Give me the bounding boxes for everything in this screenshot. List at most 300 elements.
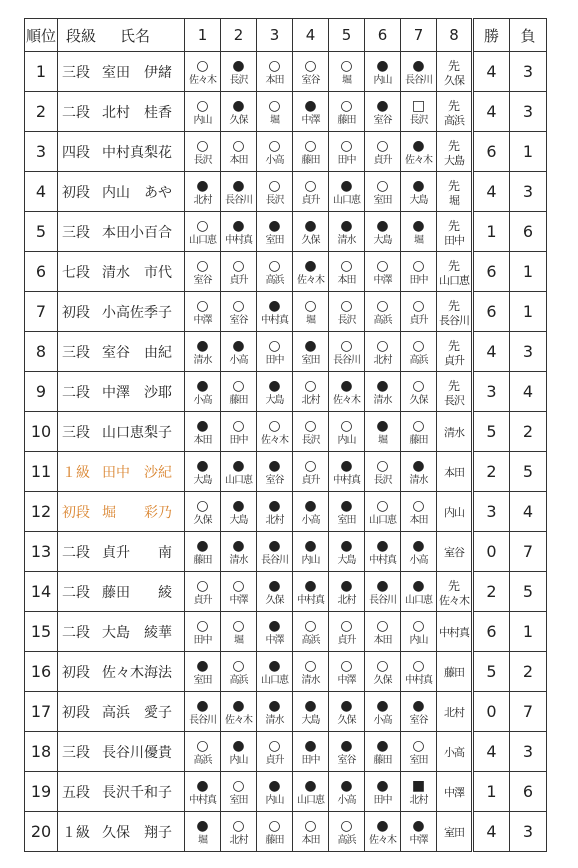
game-cell-round-5 (329, 492, 365, 532)
standings-table (24, 18, 547, 852)
result-mark: ○ (268, 57, 281, 74)
player-dan: 初段 (62, 184, 90, 201)
opponent-name: 藤田 (265, 834, 284, 846)
game-cell-round-2 (221, 732, 257, 772)
game-cell-round-1 (185, 212, 221, 252)
opponent-name: 長谷川 (405, 74, 432, 86)
result-mark: ○ (304, 657, 317, 674)
player-dan: 七段 (62, 264, 90, 281)
game-cell-round-3 (257, 172, 293, 212)
game-cell-round-4 (293, 132, 329, 172)
player-dan: １級 (62, 824, 90, 841)
game-cell-round-6 (365, 532, 401, 572)
result-mark: 先 (447, 178, 460, 193)
opponent-name: 内山 (265, 794, 284, 806)
player-dan: 三段 (62, 344, 90, 361)
game-cell-round-5 (329, 292, 365, 332)
player-name: 中村真梨花 (102, 144, 172, 161)
game-cell-round-8 (437, 772, 473, 812)
opponent-name: 室谷 (373, 114, 392, 126)
player-cell (58, 372, 185, 412)
opponent-name: 山口恵 (333, 194, 360, 206)
player-cell (58, 572, 185, 612)
game-cell-round-8 (437, 572, 473, 612)
result-mark: ● (196, 777, 209, 794)
game-cell-round-6 (365, 812, 401, 852)
result-mark: ○ (340, 97, 353, 114)
opponent-name: 長谷川 (189, 714, 216, 726)
game-cell-round-3 (257, 412, 293, 452)
opponent-name: 清水 (229, 554, 248, 566)
player-name: 高浜 愛子 (102, 704, 172, 721)
game-cell-round-4 (293, 732, 329, 772)
header-round-6: 6 (365, 19, 401, 52)
rank-cell: 17 (25, 692, 58, 732)
rank-cell: 13 (25, 532, 58, 572)
player-cell (58, 132, 185, 172)
opponent-name: 久保 (373, 674, 392, 686)
result-mark: ● (376, 97, 389, 114)
game-cell-round-6 (365, 332, 401, 372)
table-row (25, 772, 547, 812)
player-cell (58, 612, 185, 652)
result-mark: ○ (340, 137, 353, 154)
rank-cell: 20 (25, 812, 58, 852)
losses-cell: 6 (510, 772, 547, 812)
game-cell-round-2 (221, 612, 257, 652)
opponent-name: 長沢 (229, 74, 248, 86)
rank-cell: 3 (25, 132, 58, 172)
opponent-name: 室谷 (409, 714, 428, 726)
player-cell (58, 212, 185, 252)
game-cell-round-1 (185, 692, 221, 732)
opponent-name: 本田 (229, 154, 248, 166)
result-mark: ● (376, 217, 389, 234)
opponent-name: 田中 (337, 154, 356, 166)
opponent-name: 本田 (409, 514, 428, 526)
opponent-name: 久保 (337, 714, 356, 726)
result-mark: ● (340, 457, 353, 474)
game-cell-round-7 (401, 372, 437, 412)
opponent-name: 貞升 (265, 754, 284, 766)
opponent-name: 小高 (193, 394, 212, 406)
result-mark: ○ (232, 297, 245, 314)
game-cell-round-7 (401, 172, 437, 212)
table-row (25, 92, 547, 132)
opponent-name: 佐々木 (225, 714, 252, 726)
result-mark: ● (376, 57, 389, 74)
game-cell-round-8 (437, 492, 473, 532)
rank-cell: 5 (25, 212, 58, 252)
player-dan: 四段 (62, 144, 90, 161)
losses-cell: 2 (510, 652, 547, 692)
result-mark: ○ (232, 577, 245, 594)
opponent-name: 藤田 (229, 394, 248, 406)
opponent-name: 長沢 (409, 114, 428, 126)
result-mark: ● (340, 177, 353, 194)
opponent-name: 清水 (409, 474, 428, 486)
opponent-name: 中村真 (333, 474, 360, 486)
opponent-name: 佐々木 (189, 74, 216, 86)
result-mark: ○ (340, 57, 353, 74)
result-mark: ○ (196, 737, 209, 754)
game-cell-round-6 (365, 292, 401, 332)
player-name: 小高佐季子 (102, 304, 172, 321)
player-cell (58, 492, 185, 532)
game-cell-round-5 (329, 692, 365, 732)
opponent-name: 貞升 (193, 594, 212, 606)
result-mark: ○ (412, 737, 425, 754)
opponent-name: 山口恵 (225, 474, 252, 486)
result-mark: ● (196, 417, 209, 434)
result-mark: ● (376, 737, 389, 754)
game-cell-round-7 (401, 812, 437, 852)
game-cell-round-6 (365, 132, 401, 172)
table-row (25, 52, 547, 92)
result-mark: ● (376, 377, 389, 394)
opponent-name: 室田 (373, 194, 392, 206)
opponent-name: 内山 (229, 754, 248, 766)
wins-cell: 2 (473, 452, 510, 492)
wins-cell: 5 (473, 652, 510, 692)
result-mark: ● (340, 537, 353, 554)
result-mark: ● (340, 777, 353, 794)
game-cell-round-8 (437, 812, 473, 852)
game-cell-round-6 (365, 612, 401, 652)
opponent-name: 貞升 (373, 154, 392, 166)
game-cell-round-7 (401, 452, 437, 492)
result-mark: ● (196, 177, 209, 194)
game-cell-round-1 (185, 812, 221, 852)
rank-cell: 18 (25, 732, 58, 772)
opponent-name: 貞升 (301, 474, 320, 486)
opponent-name: 北村 (265, 514, 284, 526)
player-dan: 初段 (62, 304, 90, 321)
rank-cell: 6 (25, 252, 58, 292)
game-cell-round-1 (185, 132, 221, 172)
result-mark: ● (232, 97, 245, 114)
result-mark: ○ (268, 817, 281, 834)
player-name: 大島 綾華 (102, 624, 172, 641)
opponent-name: 小高 (337, 794, 356, 806)
opponent-name: 北村 (301, 394, 320, 406)
result-mark: □ (411, 97, 426, 114)
opponent-name: 清水 (265, 714, 284, 726)
game-cell-round-8 (437, 172, 473, 212)
opponent-name: 室谷 (229, 314, 248, 326)
game-cell-round-1 (185, 372, 221, 412)
game-cell-round-4 (293, 92, 329, 132)
header-round-2: 2 (221, 19, 257, 52)
opponent-name: 高浜 (409, 354, 428, 366)
game-cell-round-3 (257, 492, 293, 532)
losses-cell: 3 (510, 812, 547, 852)
opponent-name: 北村 (193, 194, 212, 206)
player-cell (58, 172, 185, 212)
result-mark: ● (268, 697, 281, 714)
game-cell-round-1 (185, 452, 221, 492)
player-name: 中澤 沙耶 (102, 384, 172, 401)
rank-cell: 4 (25, 172, 58, 212)
opponent-name: 小高 (229, 354, 248, 366)
game-cell-round-4 (293, 332, 329, 372)
result-mark: ● (268, 657, 281, 674)
result-mark: ○ (304, 817, 317, 834)
opponent-name: 清水 (373, 394, 392, 406)
table-row (25, 532, 547, 572)
opponent-name: 長谷川 (225, 194, 252, 206)
game-cell-round-1 (185, 172, 221, 212)
opponent-name: 田中 (409, 274, 428, 286)
result-mark: ● (412, 817, 425, 834)
player-cell (58, 332, 185, 372)
losses-cell: 6 (510, 212, 547, 252)
game-cell-round-6 (365, 52, 401, 92)
result-mark: ● (268, 457, 281, 474)
result-mark: ○ (196, 57, 209, 74)
opponent-name: 貞升 (409, 314, 428, 326)
game-cell-round-1 (185, 732, 221, 772)
game-cell-round-5 (329, 532, 365, 572)
game-cell-round-5 (329, 452, 365, 492)
table-row (25, 412, 547, 452)
player-cell (58, 692, 185, 732)
header-player (58, 19, 185, 52)
result-mark: ● (196, 457, 209, 474)
wins-cell: 4 (473, 332, 510, 372)
result-mark: ■ (411, 777, 426, 794)
player-dan: 三段 (62, 424, 90, 441)
losses-cell: 1 (510, 132, 547, 172)
result-mark: ● (196, 377, 209, 394)
game-cell-round-3 (257, 212, 293, 252)
result-mark: ○ (196, 617, 209, 634)
player-dan: 初段 (62, 504, 90, 521)
player-name: 内山 あや (102, 184, 172, 201)
result-mark: ● (232, 737, 245, 754)
opponent-name: 室谷 (193, 274, 212, 286)
game-cell-round-2 (221, 492, 257, 532)
opponent-name: 内山 (444, 505, 464, 519)
player-dan: 五段 (62, 784, 90, 801)
game-cell-round-3 (257, 692, 293, 732)
wins-cell: 1 (473, 772, 510, 812)
player-dan: 二段 (62, 544, 90, 561)
game-cell-round-8 (437, 252, 473, 292)
result-mark: ● (412, 457, 425, 474)
result-mark: ○ (268, 737, 281, 754)
result-mark: ● (268, 617, 281, 634)
opponent-name: 山口恵 (189, 234, 216, 246)
game-cell-round-3 (257, 332, 293, 372)
result-mark: ● (340, 217, 353, 234)
opponent-name: 本田 (444, 465, 464, 479)
result-mark: ● (304, 97, 317, 114)
wins-cell: 4 (473, 732, 510, 772)
game-cell-round-2 (221, 772, 257, 812)
game-cell-round-2 (221, 52, 257, 92)
opponent-name: 小高 (373, 714, 392, 726)
player-name: 堀 彩乃 (102, 504, 172, 521)
game-cell-round-1 (185, 412, 221, 452)
game-cell-round-7 (401, 492, 437, 532)
game-cell-round-5 (329, 92, 365, 132)
result-mark: ○ (196, 257, 209, 274)
result-mark: ○ (412, 377, 425, 394)
player-name: 長沢千和子 (102, 784, 172, 801)
opponent-name: 中澤 (229, 594, 248, 606)
opponent-name: 田中 (444, 233, 464, 247)
opponent-name: 大島 (301, 714, 320, 726)
game-cell-round-4 (293, 452, 329, 492)
player-name: 山口恵梨子 (102, 424, 172, 441)
result-mark: ○ (268, 177, 281, 194)
table-row (25, 812, 547, 852)
result-mark: ● (232, 337, 245, 354)
player-dan: 三段 (62, 64, 90, 81)
opponent-name: 小高 (301, 514, 320, 526)
wins-cell: 4 (473, 92, 510, 132)
opponent-name: 中澤 (265, 634, 284, 646)
result-mark: ○ (376, 257, 389, 274)
game-cell-round-2 (221, 532, 257, 572)
opponent-name: 清水 (193, 354, 212, 366)
result-mark: ● (196, 337, 209, 354)
game-cell-round-6 (365, 212, 401, 252)
result-mark: ● (412, 57, 425, 74)
game-cell-round-7 (401, 532, 437, 572)
result-mark: ● (340, 737, 353, 754)
game-cell-round-1 (185, 292, 221, 332)
result-mark: ● (268, 577, 281, 594)
game-cell-round-4 (293, 612, 329, 652)
opponent-name: 本田 (373, 634, 392, 646)
game-cell-round-2 (221, 212, 257, 252)
opponent-name: 室谷 (337, 754, 356, 766)
opponent-name: 藤田 (337, 114, 356, 126)
opponent-name: 藤田 (409, 434, 428, 446)
opponent-name: 田中 (373, 794, 392, 806)
opponent-name: 小高 (409, 554, 428, 566)
result-mark: ○ (232, 137, 245, 154)
opponent-name: 田中 (301, 754, 320, 766)
game-cell-round-7 (401, 92, 437, 132)
opponent-name: 貞升 (301, 194, 320, 206)
opponent-name: 久保 (409, 394, 428, 406)
result-mark: ○ (232, 417, 245, 434)
opponent-name: 山口恵 (405, 594, 432, 606)
game-cell-round-2 (221, 452, 257, 492)
result-mark: ● (268, 777, 281, 794)
opponent-name: 中村真 (439, 625, 469, 639)
game-cell-round-4 (293, 812, 329, 852)
game-cell-round-3 (257, 372, 293, 412)
opponent-name: 堀 (198, 834, 207, 846)
player-dan: 二段 (62, 584, 90, 601)
game-cell-round-7 (401, 252, 437, 292)
opponent-name: 室田 (301, 354, 320, 366)
player-cell (58, 292, 185, 332)
result-mark: ● (268, 377, 281, 394)
result-mark: ○ (304, 417, 317, 434)
result-mark: ● (376, 777, 389, 794)
wins-cell: 3 (473, 492, 510, 532)
result-mark: 先 (447, 218, 460, 233)
losses-cell: 1 (510, 292, 547, 332)
rank-cell: 14 (25, 572, 58, 612)
player-name: 田中 沙紀 (102, 464, 172, 481)
wins-cell: 0 (473, 692, 510, 732)
rank-cell: 10 (25, 412, 58, 452)
game-cell-round-3 (257, 612, 293, 652)
opponent-name: 室田 (193, 674, 212, 686)
game-cell-round-6 (365, 372, 401, 412)
opponent-name: 清水 (444, 425, 464, 439)
table-row (25, 252, 547, 292)
result-mark: ● (340, 577, 353, 594)
player-cell (58, 52, 185, 92)
game-cell-round-2 (221, 812, 257, 852)
game-cell-round-8 (437, 732, 473, 772)
result-mark: 先 (447, 578, 460, 593)
opponent-name: 清水 (337, 234, 356, 246)
table-row (25, 372, 547, 412)
game-cell-round-4 (293, 772, 329, 812)
result-mark: ○ (340, 417, 353, 434)
player-dan: １級 (62, 464, 90, 481)
opponent-name: 大島 (229, 514, 248, 526)
opponent-name: 室谷 (301, 74, 320, 86)
player-dan: 二段 (62, 384, 90, 401)
opponent-name: 北村 (409, 794, 428, 806)
game-cell-round-7 (401, 212, 437, 252)
wins-cell: 6 (473, 132, 510, 172)
result-mark: ○ (376, 657, 389, 674)
game-cell-round-6 (365, 692, 401, 732)
losses-cell: 5 (510, 452, 547, 492)
result-mark: ● (340, 497, 353, 514)
header-losses: 負 (510, 19, 547, 52)
result-mark: ● (232, 217, 245, 234)
result-mark: ○ (268, 257, 281, 274)
result-mark: ● (196, 817, 209, 834)
game-cell-round-4 (293, 412, 329, 452)
result-mark: ○ (412, 337, 425, 354)
result-mark: 先 (447, 58, 460, 73)
result-mark: 先 (447, 298, 460, 313)
table-row (25, 612, 547, 652)
game-cell-round-2 (221, 692, 257, 732)
player-name: 北村 桂香 (102, 104, 172, 121)
game-cell-round-4 (293, 252, 329, 292)
rank-cell: 2 (25, 92, 58, 132)
opponent-name: 北村 (337, 594, 356, 606)
opponent-name: 藤田 (444, 665, 464, 679)
opponent-name: 山口恵 (439, 273, 469, 287)
game-cell-round-4 (293, 172, 329, 212)
game-cell-round-3 (257, 92, 293, 132)
result-mark: ○ (412, 657, 425, 674)
table-row (25, 652, 547, 692)
result-mark: ● (340, 377, 353, 394)
opponent-name: 長沢 (444, 393, 464, 407)
opponent-name: 佐々木 (333, 394, 360, 406)
opponent-name: 山口恵 (297, 794, 324, 806)
table-row (25, 132, 547, 172)
result-mark: ○ (340, 337, 353, 354)
result-mark: ○ (412, 297, 425, 314)
game-cell-round-4 (293, 572, 329, 612)
